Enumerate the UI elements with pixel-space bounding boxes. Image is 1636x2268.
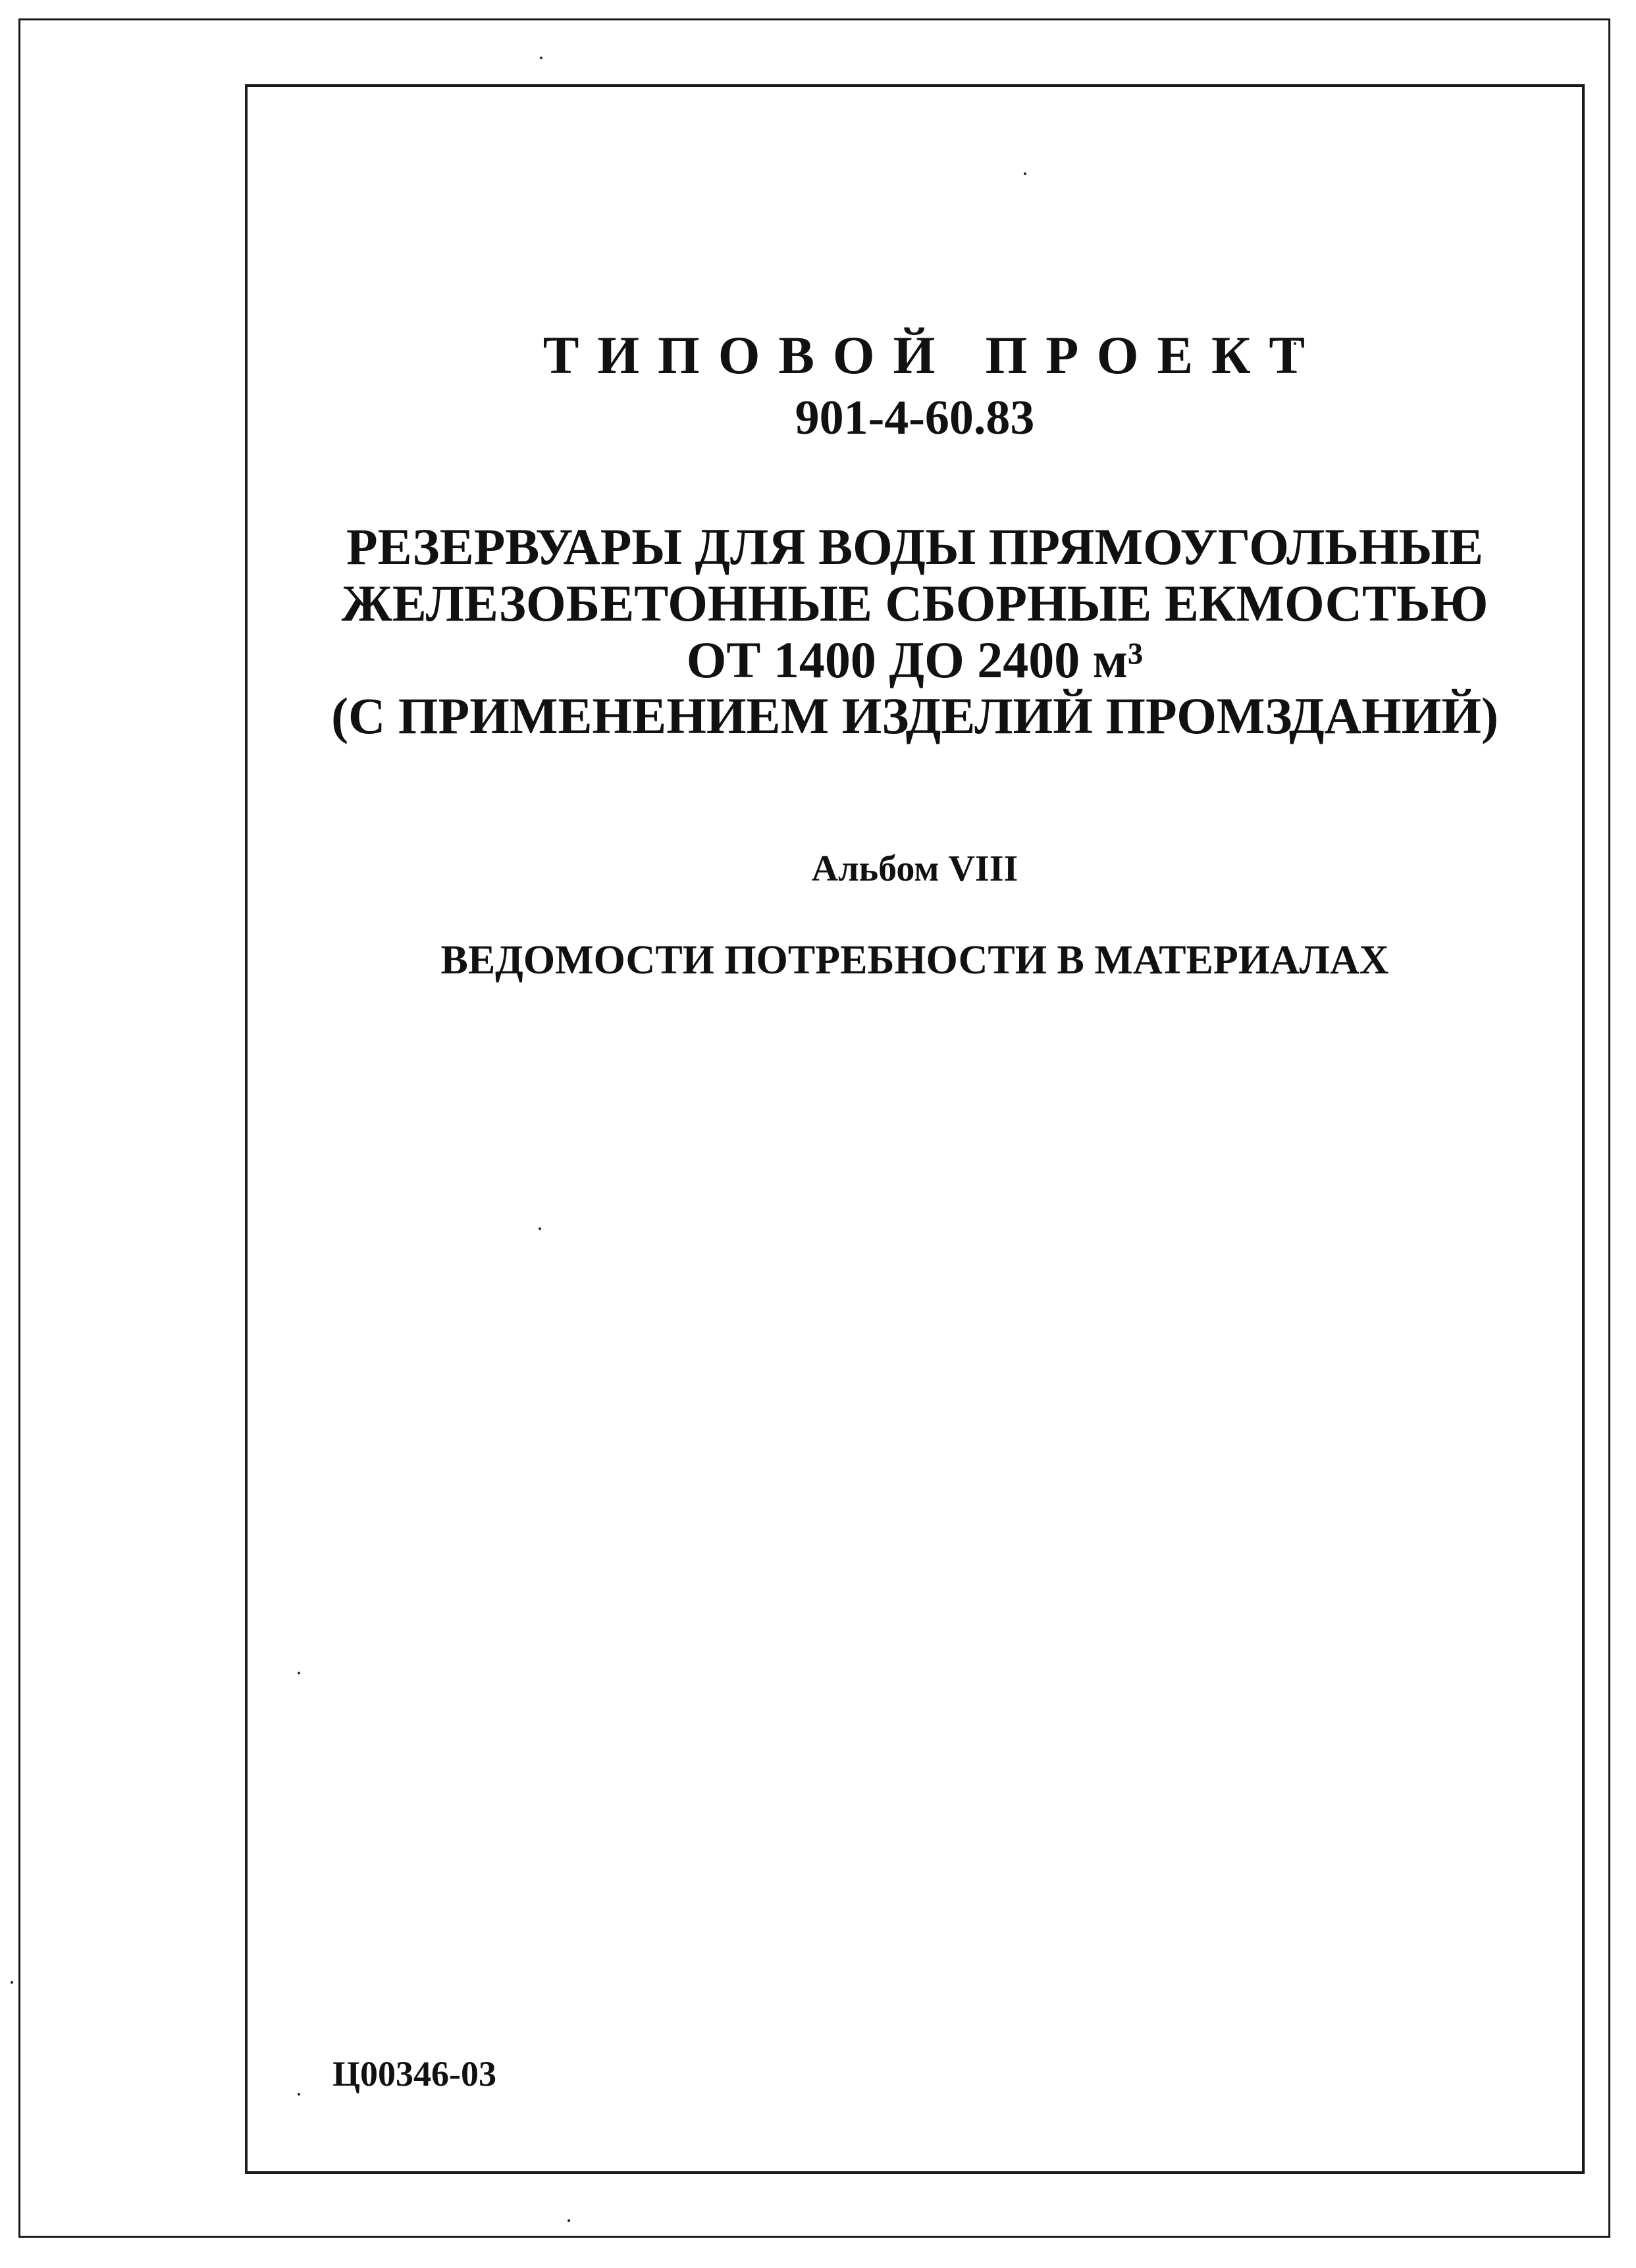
document-subtitle: ВЕДОМОСТИ ПОТРЕБНОСТИ В МАТЕРИАЛАХ (440, 938, 1389, 983)
scan-speck (298, 2093, 300, 2096)
document-title (245, 519, 1585, 744)
title-line: (С ПРИМЕНЕНИЕМ ИЗДЕЛИЙ ПРОМЗДАНИЙ) (331, 687, 1498, 745)
title-line: ОТ 1400 ДО 2400 м³ (686, 631, 1144, 688)
project-number: 901-4-60.83 (795, 391, 1035, 445)
document-heading: ТИПОВОЙ ПРОЕКТ (542, 325, 1323, 385)
title-line: РЕЗЕРВУАРЫ ДЛЯ ВОДЫ ПРЯМОУГОЛЬНЫЕ (346, 518, 1484, 575)
archive-code: Ц00346-03 (332, 2054, 496, 2094)
scan-speck (567, 2219, 570, 2222)
scan-speck (298, 1672, 300, 1674)
scan-speck (539, 1227, 541, 1230)
album-label: Альбом VIII (811, 848, 1018, 889)
title-line: ЖЕЛЕЗОБЕТОННЫЕ СБОРНЫЕ ЕКМОСТЬЮ (341, 574, 1489, 632)
scan-speck (11, 1981, 13, 1984)
scan-speck (1024, 172, 1026, 175)
scan-speck (540, 57, 542, 59)
